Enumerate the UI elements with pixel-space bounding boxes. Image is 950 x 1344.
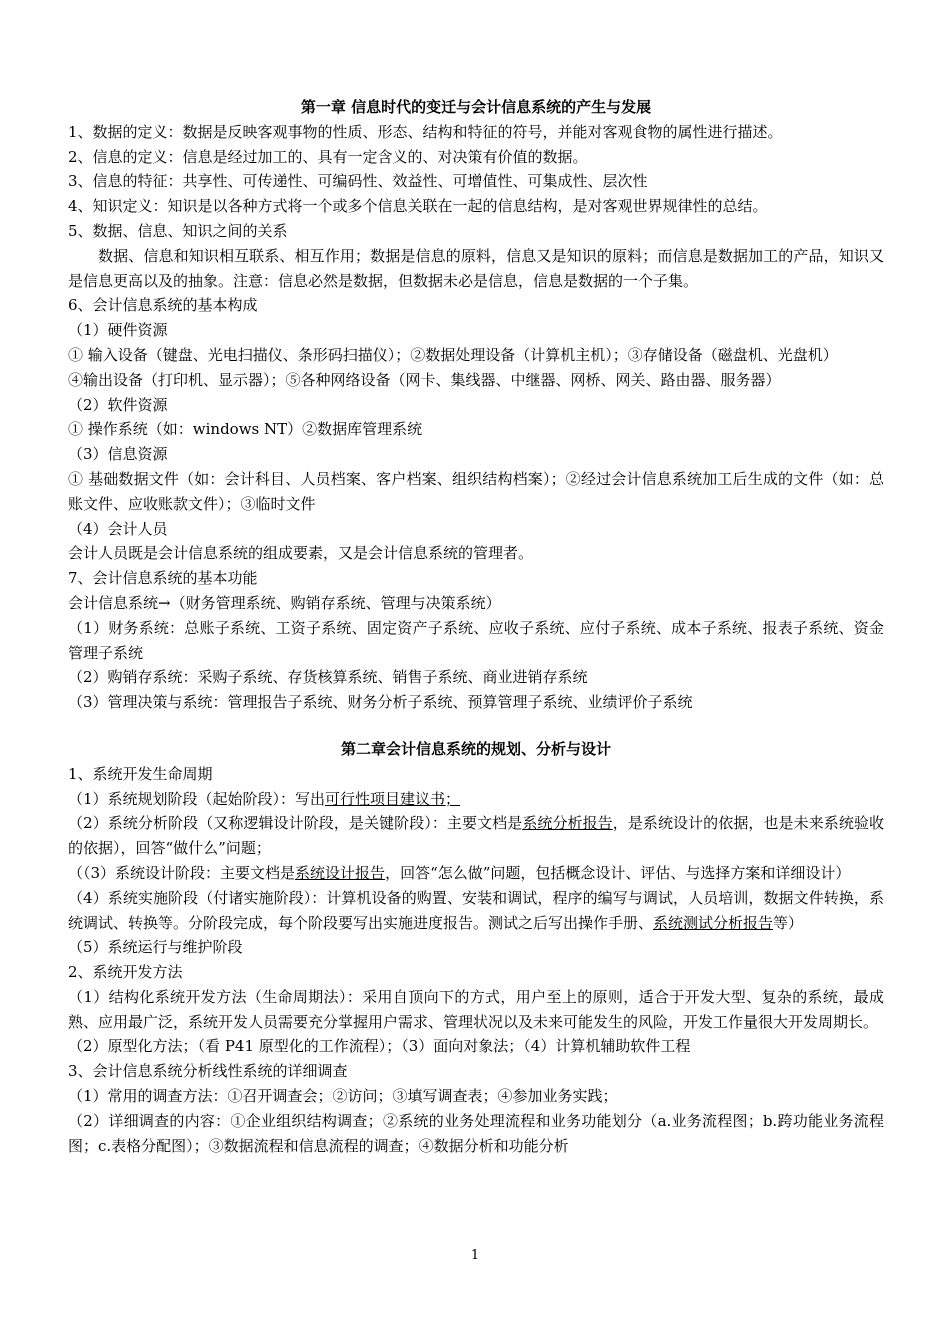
accounting-staff-heading: （4）会计人员 xyxy=(68,519,168,538)
ch1-item-6: 6、会计信息系统的基本构成 xyxy=(68,296,258,315)
chapter1-title: 第一章 信息时代的变迁与会计信息系统的产生与发展 xyxy=(300,98,652,116)
ch1-item-7-finance: （1）财务系统：总账子系统、工资子系统、固定资产子系统、应收子系统、应付子系统、成本子系统、报表子系统、资金管理子系统 xyxy=(68,618,884,662)
ch2-survey-content: （2）详细调查的内容：①企业组织结构调查；②系统的业务处理流程和业务功能划分（a.业务流程图；b.跨功能业务流程图；c.表格分配图）；③数据流程和信息流程的调查；④数据分析和功能分析 xyxy=(68,1111,884,1155)
chapter-gap xyxy=(68,715,884,737)
chapter2-title: 第二章会计信息系统的规划、分析与设计 xyxy=(340,739,611,758)
ch2-section-3: 3、会计信息系统分析线性系统的详细调查 xyxy=(68,1062,348,1081)
phase-3-text-b: ，回答“怎么做”问题，包括概念设计、评估、与选择方案和详细设计） xyxy=(385,863,851,882)
software-line-1: ① 操作系统（如：windows NT）②数据库管理系统 xyxy=(68,420,423,439)
ch2-phase-4 xyxy=(68,886,884,936)
ch2-method-2: （2）原型化方法；（看 P41 原型化的工作流程）；（3）面向对象法；（4）计算机辅助软件工程 xyxy=(68,1037,691,1056)
ch2-phase-5: （5）系统运行与维护阶段 xyxy=(68,938,243,957)
info-resource-line: ① 基础数据文件（如：会计科目、人员档案、客户档案、组织结构档案）；②经过会计信息系统加工后生成的文件（如：总账文件、应收账款文件）；③临时文件 xyxy=(68,469,884,513)
ch1-item-7: 7、会计信息系统的基本功能 xyxy=(68,569,258,588)
page-number: 1 xyxy=(470,1248,480,1263)
phase-1-text: （1）系统规划阶段（起始阶段）：写出 xyxy=(68,789,326,808)
ch1-item-7-overview: 会计信息系统→（财务管理系统、购销存系统、管理与决策系统） xyxy=(68,593,501,612)
hardware-line-2: ④输出设备（打印机、显示器）；⑤各种网络设备（网卡、集线器、中继器、网桥、网关、路由器、服务器） xyxy=(68,370,781,389)
ch2-survey-methods: （1）常用的调查方法：①召开调查会；②访问；③填写调查表；④参加业务实践； xyxy=(68,1087,618,1106)
phase-3-underlined: 系统设计报告 xyxy=(295,863,386,882)
hardware-line-1: ① 输入设备（键盘、光电扫描仪、条形码扫描仪）；②数据处理设备（计算机主机）；③存储设备（磁盘机、光盘机） xyxy=(68,345,838,364)
ch1-item-3: 3、信息的特征：共享性、可传递性、可编码性、效益性、可增值性、可集成性、层次性 xyxy=(68,172,648,191)
document-page xyxy=(68,95,884,1158)
phase-4-text-b: 等） xyxy=(773,913,804,932)
phase-4-underlined: 系统测试分析报告 xyxy=(653,913,774,932)
ch1-item-5-paragraph: 数据、信息和知识相互联系、相互作用；数据是信息的原料，信息又是知识的原料；而信息是数据加工的产品，知识又是信息更高以及的抽象。注意：信息必然是数据，但数据未必是信息，信息是数据的一个子集。 xyxy=(68,246,884,290)
ch1-item-5: 5、数据、信息、知识之间的关系 xyxy=(68,221,288,240)
ch1-item-2: 2、信息的定义：信息是经过加工的、具有一定含义的、对决策有价值的数据。 xyxy=(68,147,588,166)
phase-2-text-a: （2）系统分析阶段（又称逻辑设计阶段，是关键阶段）：主要文档是 xyxy=(68,814,523,833)
hardware-heading: （1）硬件资源 xyxy=(68,321,168,340)
software-heading: （2）软件资源 xyxy=(68,395,168,414)
phase-2-underlined: 系统分析报告 xyxy=(522,814,613,833)
ch2-phase-2 xyxy=(68,811,884,861)
accounting-staff-line: 会计人员既是会计信息系统的组成要素，又是会计信息系统的管理者。 xyxy=(68,544,534,563)
ch1-item-4: 4、知识定义：知识是以各种方式将一个或多个信息关联在一起的信息结构，是对客观世界规律性的总结。 xyxy=(68,197,768,216)
ch1-item-7-decision: （3）管理决策与系统：管理报告子系统、财务分析子系统、预算管理子系统、业绩评价子系统 xyxy=(68,693,693,712)
phase-4-text-a: （4）系统实施阶段（付诸实施阶段）：计算机设备的购置、安装和调试，程序的编写与调试，人员培训，数据文件转换，系统调试、转换等。分阶段完成，每个阶段要写出实施进度报告。测试之后写出操作手册、 xyxy=(68,888,884,932)
ch2-phase-3 xyxy=(68,861,884,886)
ch1-item-1: 1、数据的定义：数据是反映客观事物的性质、形态、结构和特征的符号，并能对客观食物的属性进行描述。 xyxy=(68,122,783,141)
phase-1-underlined: 可行性项目建议书； xyxy=(325,789,461,808)
ch2-phase-1 xyxy=(68,787,884,812)
ch2-section-2: 2、系统开发方法 xyxy=(68,963,183,982)
info-resource-heading: （3）信息资源 xyxy=(68,445,168,464)
phase-2-text-b: ，是系统设计的依据，也是未来系统验收的依据），回答“做什么”问题； xyxy=(68,814,884,858)
phase-3-text-a: （（3）系统设计阶段：主要文档是 xyxy=(68,863,296,882)
ch2-method-1: （1）结构化系统开发方法（生命周期法）：采用自顶向下的方式，用户至上的原则，适合于开发大型、复杂的系统，最成熟、应用最广泛，系统开发人员需要充分掌握用户需求、管理状况以及未来可能发生的风险，开发工作量很大开发周期长。 xyxy=(68,987,884,1031)
ch2-section-1: 1、系统开发生命周期 xyxy=(68,764,213,783)
ch1-item-7-purchase: （2）购销存系统：采购子系统、存货核算系统、销售子系统、商业进销存系统 xyxy=(68,668,588,687)
